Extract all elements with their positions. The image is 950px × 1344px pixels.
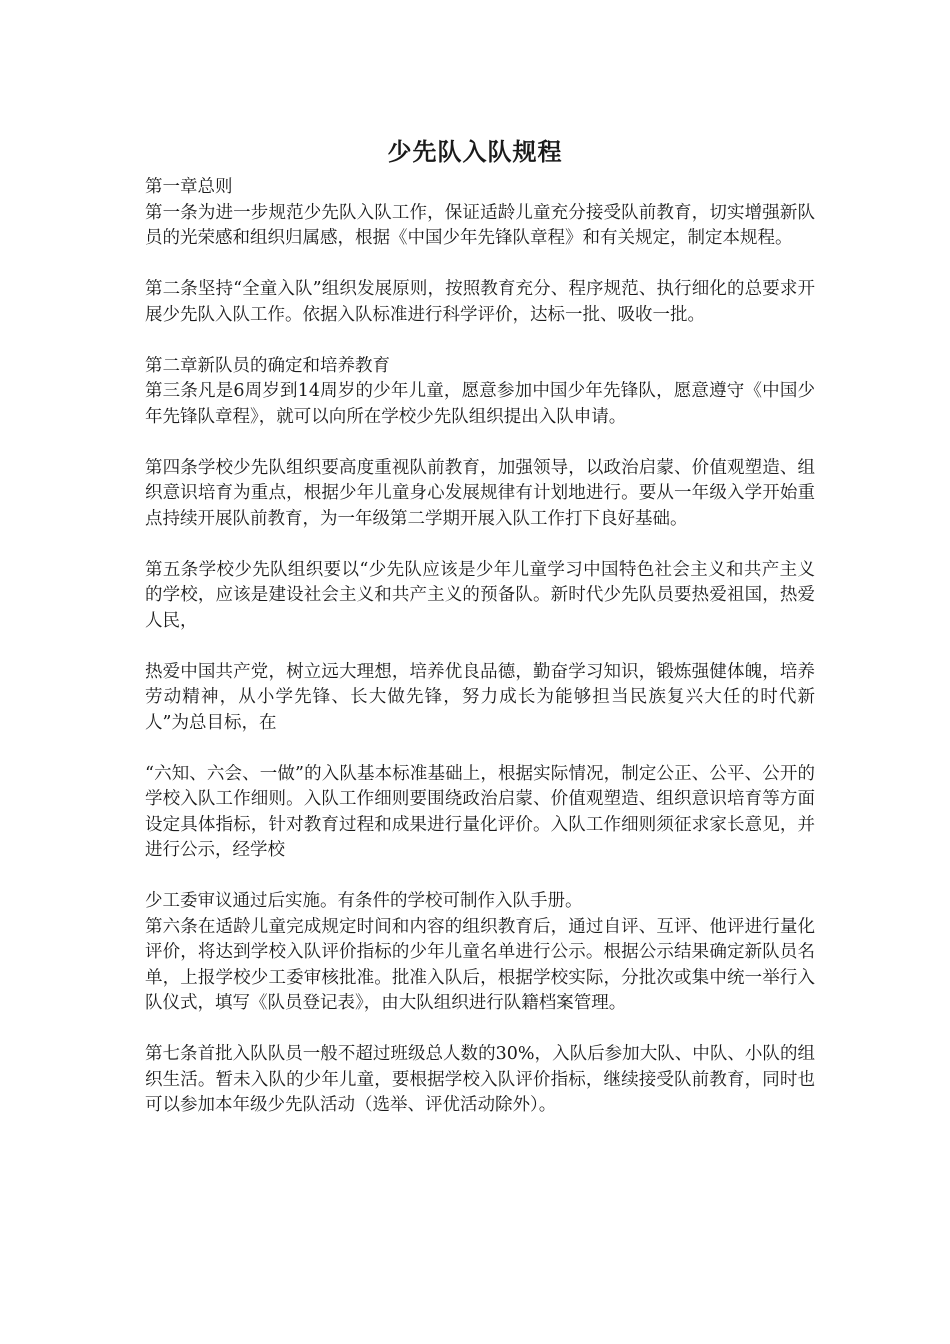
chapter-heading-1: 第一章总则 [145,177,233,197]
article-5-part-1: 第五条学校少先队组织要以“少先队应该是少年儿童学习中国特色社会主义和共产主义的学校，应该是建设社会主义和共产主义的预备队。新时代少先队员要热爱祖国，热爱人民， [145,559,815,631]
article-2: 第二条坚持“全童入队”组织发展原则，按照教育充分、程序规范、执行细化的总要求开展少先队入队工作。依据入队标准进行科学评价，达标一批、吸收一批。 [145,279,815,325]
article-7: 第七条首批入队队员一般不超过班级总人数的30%，入队后参加大队、中队、小队的组织生活。暂未入队的少年儿童，要根据学校入队评价指标，继续接受队前教育，同时也可以参加本年级少先队活动（选举、评优活动除外）。 [145,1044,815,1115]
article-1: 第一条为进一步规范少先队入队工作，保证适龄儿童充分接受队前教育，切实增强新队员的光荣感和组织归属感，根据《中国少年先锋队章程》和有关规定，制定本规程。 [145,202,815,248]
document-title: 少先队入队规程 [387,137,563,166]
document-body [145,175,815,1119]
chapter-heading-2: 第二章新队员的确定和培养教育 [145,355,390,376]
article-5-part-4: 少工委审议通过后实施。有条件的学校可制作入队手册。 [145,891,583,911]
article-6: 第六条在适龄儿童完成规定时间和内容的组织教育后，通过自评、互评、他评进行量化评价，将达到学校入队评价指标的少年儿童名单进行公示。根据公示结果确定新队员名单，上报学校少工委审核批准。批准入队后，根据学校实际，分批次或集中统一举行入队仪式，填写《队员登记表》，由大队组织进行队籍档案管理。 [145,916,815,1013]
article-3: 第三条凡是6周岁到14周岁的少年儿童，愿意参加中国少年先锋队，愿意遵守《中国少年先锋队章程》，就可以向所在学校少先队组织提出入队申请。 [145,381,815,427]
article-5-part-2: 热爱中国共产党，树立远大理想，培养优良品德，勤奋学习知识，锻炼强健体魄，培养劳动精神，从小学先锋、长大做先锋，努力成长为能够担当民族复兴大任的时代新人”为总目标，在 [145,661,815,733]
article-4: 第四条学校少先队组织要高度重视队前教育，加强领导，以政治启蒙、价值观塑造、组织意识培育为重点，根据少年儿童身心发展规律有计划地进行。要从一年级入学开始重点持续开展队前教育，为一年级第二学期开展入队工作打下良好基础。 [145,457,815,529]
article-5-part-3: “六知、六会、一做”的入队基本标准基础上，根据实际情况，制定公正、公平、公开的学校入队工作细则。入队工作细则要围绕政治启蒙、价值观塑造、组织意识培育等方面设定具体指标，针对教育过程和成果进行量化评价。入队工作细则须征求家长意见，并进行公示，经学校 [145,763,815,860]
